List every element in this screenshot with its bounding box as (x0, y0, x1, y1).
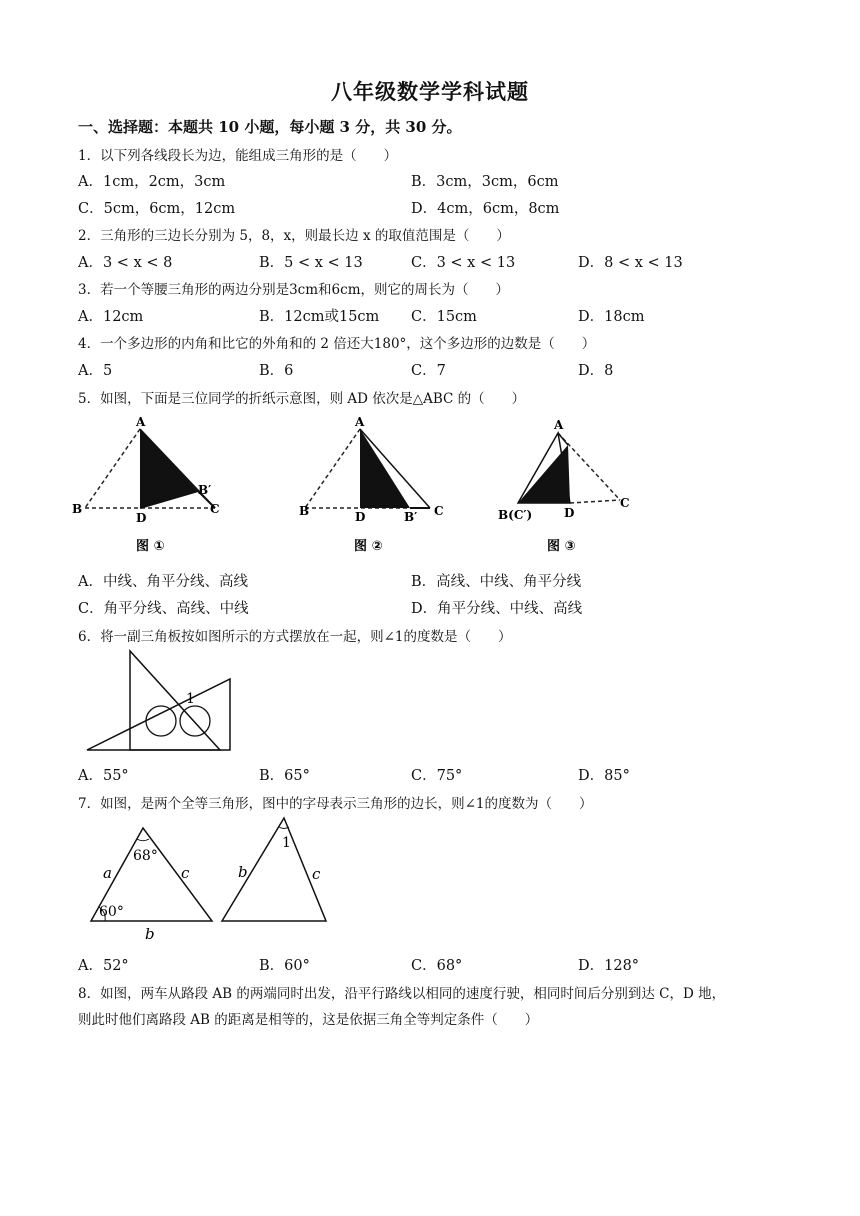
question-8-stem: 8．如图，两车从路段 AB 的两端同时出发，沿平行路线以相同的速度行驶，相同时间后分别到达 C，D 地， (78, 986, 726, 1002)
q4-option-b[interactable]: B．6 (259, 363, 294, 379)
q7-figure (85, 815, 335, 947)
label-d-1: D (136, 511, 147, 525)
side-a-label: a (103, 864, 112, 882)
angle-1-label: 1 (186, 691, 195, 707)
q5-option-a[interactable]: A．中线、角平分线、高线 (78, 574, 248, 590)
q7-option-a[interactable]: A．52° (78, 958, 129, 974)
dashed-line-ab-2 (305, 429, 360, 508)
set-square-45 (130, 651, 220, 750)
q4-option-d[interactable]: D．8 (578, 363, 614, 379)
label-bprime-2: B′ (404, 510, 418, 524)
q1-option-b[interactable]: B．3cm，3cm，6cm (411, 174, 559, 190)
section-heading: 一、选择题：本题共 10 小题，每小题 3 分，共 30 分。 (78, 118, 462, 136)
q2-option-a[interactable]: A．3 < x < 8 (78, 255, 173, 271)
question-5-stem: 5．如图，下面是三位同学的折纸示意图，则 AD 依次是△ABC 的（ ） (78, 391, 526, 407)
side-b-label-left: b (145, 925, 155, 943)
q1-option-a[interactable]: A．1cm，2cm，3cm (78, 174, 226, 190)
q1-option-c[interactable]: C．5cm，6cm，12cm (78, 201, 236, 217)
label-a-1: A (136, 415, 146, 429)
label-bprime-1: B′ (198, 483, 212, 497)
q6-option-a[interactable]: A．55° (78, 768, 129, 784)
q5-option-c[interactable]: C．角平分线、高线、中线 (78, 601, 249, 617)
caption-fig-3: 图 ③ (547, 539, 576, 554)
angle-arc-right-top (279, 827, 289, 828)
q7-option-b[interactable]: B．60° (259, 958, 310, 974)
dashed-line-dc-3 (570, 500, 620, 503)
caption-fig-1: 图 ① (136, 539, 165, 554)
fold-figure-2 (299, 415, 444, 554)
q3-option-c[interactable]: C．15cm (411, 309, 477, 325)
q6-option-b[interactable]: B．65° (259, 768, 310, 784)
q2-option-d[interactable]: D．8 < x < 13 (578, 255, 683, 271)
label-b-2: B (299, 504, 310, 518)
q6-figure (85, 650, 235, 752)
caption-fig-2: 图 ② (354, 539, 383, 554)
side-c-label-left: c (181, 864, 190, 882)
question-6-stem: 6．将一副三角板按如图所示的方式摆放在一起，则∠1的度数是（ ） (78, 629, 512, 645)
q3-option-b[interactable]: B．12cm或15cm (259, 309, 380, 325)
angle-68-label: 68° (133, 848, 158, 864)
q5-option-b[interactable]: B．高线、中线、角平分线 (411, 574, 582, 590)
label-d-2: D (355, 510, 366, 524)
set-square-hole-left (146, 706, 176, 736)
q4-option-a[interactable]: A．5 (78, 363, 113, 379)
q6-option-c[interactable]: C．75° (411, 768, 463, 784)
question-3-stem: 3．若一个等腰三角形的两边分别是3cm和6cm，则它的周长为（ ） (78, 282, 509, 298)
folded-triangle-1 (140, 429, 198, 508)
q3-option-a[interactable]: A．12cm (78, 309, 144, 325)
fold-figure-3 (498, 418, 630, 554)
side-c-label-right: c (312, 865, 321, 883)
folded-triangle-2 (360, 429, 410, 508)
angle-60-label: 60° (99, 904, 124, 920)
label-bc-3: B(C′) (498, 508, 533, 522)
question-4-stem: 4．一个多边形的内角和比它的外角和的 2 倍还大180°，这个多边形的边数是（ ） (78, 336, 596, 352)
folded-triangle-3 (518, 445, 570, 503)
label-a-3: A (554, 418, 564, 432)
set-square-hole-right (180, 706, 210, 736)
label-b-1: B (72, 502, 83, 516)
q1-option-d[interactable]: D．4cm，6cm，8cm (411, 201, 560, 217)
side-b-label-right: b (238, 863, 248, 881)
question-1-stem: 1．以下列各线段长为边，能组成三角形的是（ ） (78, 148, 398, 164)
label-a-2: A (355, 415, 365, 429)
label-c-2: C (434, 504, 444, 518)
page-title: 八年级数学学科试题 (331, 79, 529, 104)
angle-1-label-right: 1 (282, 835, 291, 851)
triangle-right (222, 818, 326, 921)
q2-option-b[interactable]: B．5 < x < 13 (259, 255, 363, 271)
q7-option-c[interactable]: C．68° (411, 958, 463, 974)
q4-option-c[interactable]: C．7 (411, 363, 446, 379)
question-7-stem: 7．如图，是两个全等三角形，图中的字母表示三角形的边长，则∠1的度数为（ ） (78, 796, 593, 812)
label-c-1: C (210, 502, 220, 516)
dashed-line-ab-1 (85, 429, 140, 508)
label-d-3: D (564, 506, 575, 520)
angle-arc-top (137, 839, 149, 841)
question-8-stem-cont: 则此时他们离路段 AB 的距离是相等的，这是依据三角全等判定条件（ ） (78, 1012, 539, 1028)
triangle-left (91, 828, 212, 943)
q3-option-d[interactable]: D．18cm (578, 309, 645, 325)
q6-option-d[interactable]: D．85° (578, 768, 630, 784)
label-c-3: C (620, 496, 630, 510)
q2-option-c[interactable]: C．3 < x < 13 (411, 255, 516, 271)
q7-option-d[interactable]: D．128° (578, 958, 640, 974)
q5-option-d[interactable]: D．角平分线、中线、高线 (411, 601, 583, 617)
fold-figure-1 (72, 415, 220, 554)
question-2-stem: 2．三角形的三边长分别为 5，8，x，则最长边 x 的取值范围是（ ） (78, 228, 510, 244)
q5-figure (70, 415, 650, 560)
